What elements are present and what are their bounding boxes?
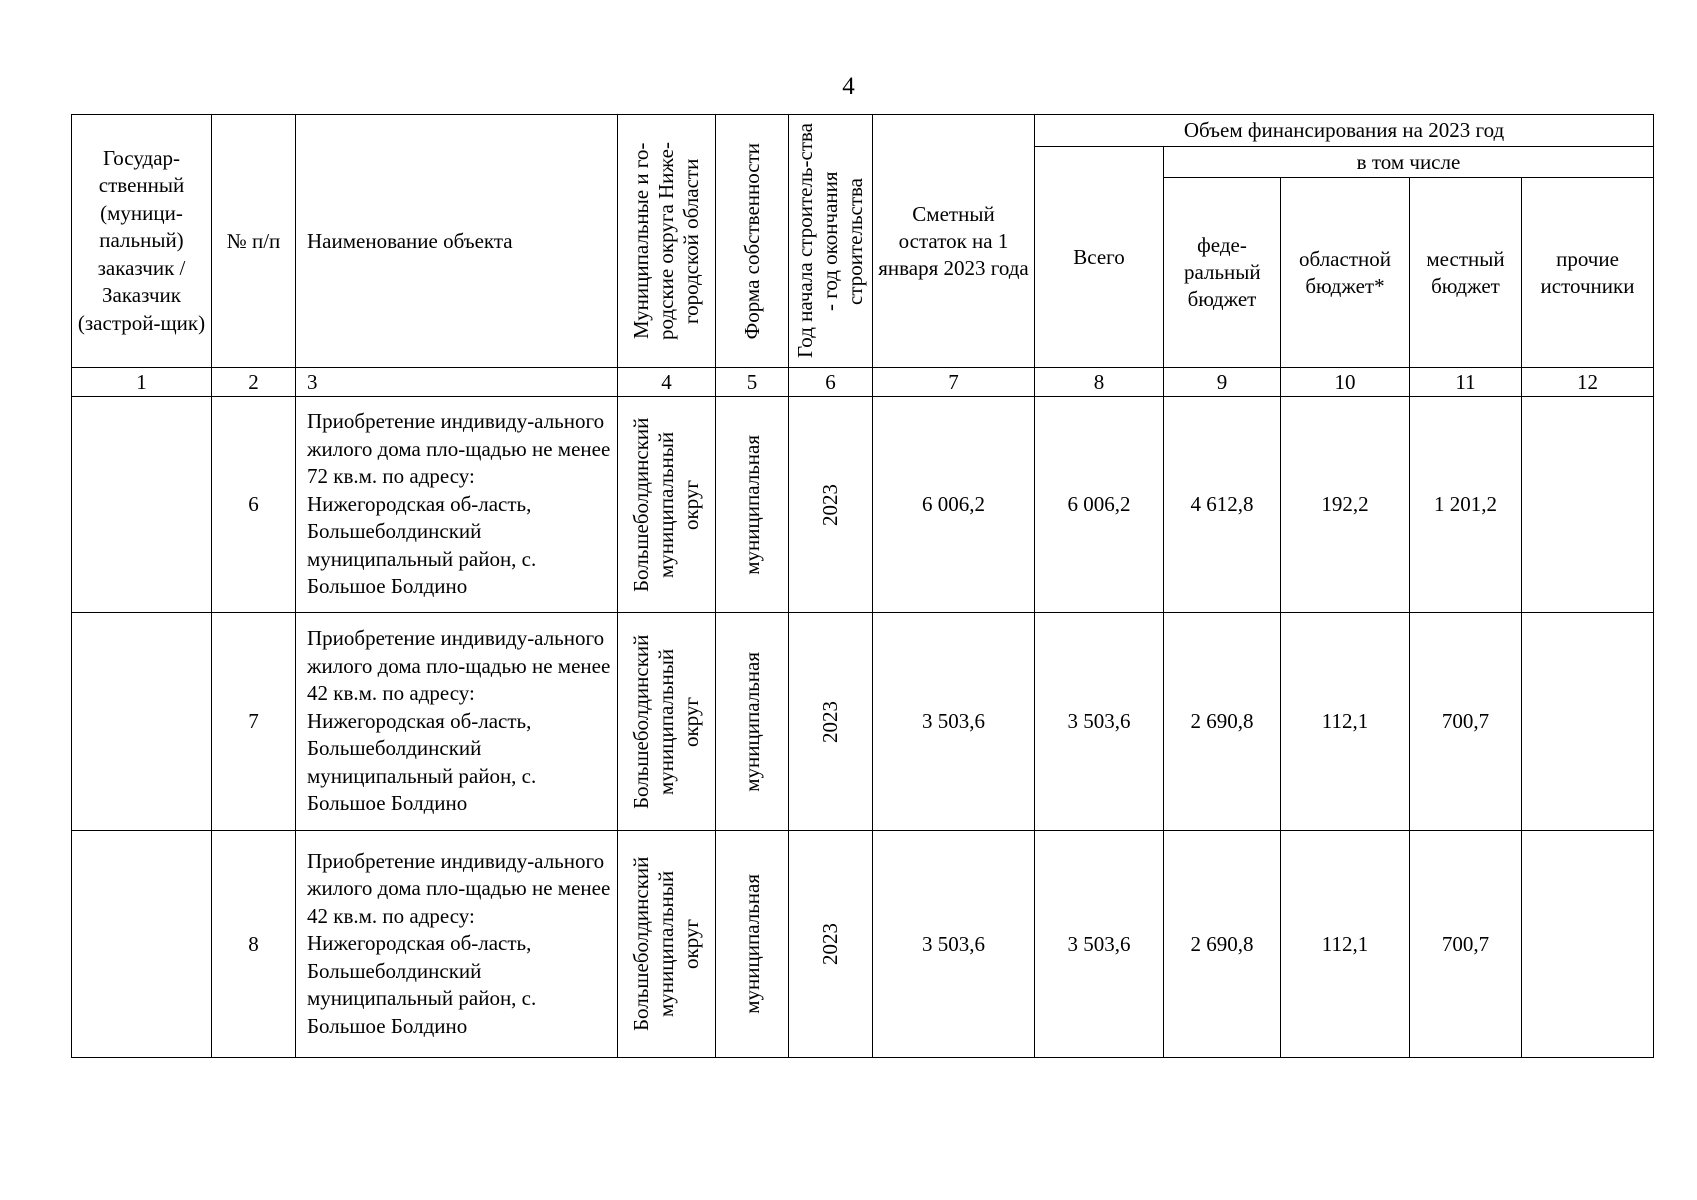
row-object-name-text: Приобретение индивиду-ального жилого дома пло-щадью не менее 42 кв.м. по адресу: Нижегородская об-ласть, Большеболдинский муниципальный район, с. Большое Болдино [307, 848, 611, 1038]
row-num: 6 [212, 397, 296, 613]
row-district [618, 613, 716, 831]
header-customer-text: Государ-ственный (муници-пальный) заказчик / Заказчик (застрой-щик) [77, 145, 206, 335]
header-financing [1035, 115, 1654, 147]
header-district [618, 115, 716, 368]
row-ownership-text: муниципальная [739, 874, 764, 1014]
column-number: 9 [1164, 368, 1281, 397]
header-regional-text: областной бюджет* [1299, 246, 1391, 298]
row-customer [72, 613, 212, 831]
row-years-text: 2023 [818, 483, 842, 526]
row-federal: 4 612,8 [1164, 397, 1281, 613]
column-number: 7 [873, 368, 1035, 397]
column-number: 10 [1281, 368, 1410, 397]
row-regional: 192,2 [1281, 397, 1410, 613]
header-local-text: местный бюджет [1426, 246, 1505, 298]
header-including-text: в том числе [1356, 149, 1461, 174]
row-district [618, 831, 716, 1058]
header-federal [1164, 178, 1281, 368]
row-federal: 2 690,8 [1164, 831, 1281, 1058]
row-customer [72, 831, 212, 1058]
row-ownership [716, 831, 789, 1058]
header-num-text: № п/п [226, 228, 281, 253]
header-ownership-text: Форма собственности [739, 142, 764, 340]
row-ownership-text: муниципальная [739, 434, 764, 575]
row-ownership [716, 397, 789, 613]
row-local: 700,7 [1410, 831, 1522, 1058]
header-object-name-text: Наименование объекта [307, 228, 513, 253]
row-other [1522, 397, 1654, 613]
header-other-text: прочие источники [1540, 246, 1635, 298]
column-number: 12 [1522, 368, 1654, 397]
row-object-name [296, 613, 618, 831]
row-years [789, 613, 873, 831]
row-object-name [296, 831, 618, 1058]
row-years [789, 397, 873, 613]
row-ownership-text: муниципальная [739, 651, 764, 792]
row-total: 3 503,6 [1035, 613, 1164, 831]
row-ownership [716, 613, 789, 831]
column-numbers-row [72, 368, 1654, 397]
row-customer [72, 397, 212, 613]
row-years-text: 2023 [818, 923, 842, 965]
header-years-text: Год начала строитель-ства - год окончания строительства [793, 123, 867, 359]
row-local: 1 201,2 [1410, 397, 1522, 613]
row-num: 8 [212, 831, 296, 1058]
row-total: 3 503,6 [1035, 831, 1164, 1058]
header-other [1522, 178, 1654, 368]
page-number: 4 [842, 73, 855, 100]
row-federal: 2 690,8 [1164, 613, 1281, 831]
row-remainder: 3 503,6 [873, 831, 1035, 1058]
column-number: 5 [716, 368, 789, 397]
row-district-text: Большеболдинский муниципальный округ [629, 634, 703, 809]
column-number: 4 [618, 368, 716, 397]
header-row-1 [72, 115, 1654, 147]
row-other [1522, 613, 1654, 831]
header-district-text: Муниципальные и го-родские округа Ниже-городской области [629, 142, 703, 340]
row-num: 7 [212, 613, 296, 831]
row-other [1522, 831, 1654, 1058]
row-remainder: 6 006,2 [873, 397, 1035, 613]
header-ownership [716, 115, 789, 368]
header-years [789, 115, 873, 368]
table-row [72, 831, 1654, 1058]
row-district-text: Большеболдинский муниципальный округ [629, 417, 703, 592]
row-district [618, 397, 716, 613]
row-district-text: Большеболдинский муниципальный округ [629, 856, 703, 1032]
row-object-name [296, 397, 618, 613]
column-number: 3 [296, 368, 618, 397]
row-local: 700,7 [1410, 613, 1522, 831]
header-financing-text: Объем финансирования на 2023 год [1183, 118, 1505, 142]
row-remainder: 3 503,6 [873, 613, 1035, 831]
column-number: 8 [1035, 368, 1164, 397]
header-federal-text: феде-ральный бюджет [1184, 233, 1261, 311]
table-row [72, 613, 1654, 831]
header-object-name [296, 115, 618, 368]
row-regional: 112,1 [1281, 831, 1410, 1058]
header-remainder-text: Сметный остаток на 1 января 2023 года [878, 201, 1029, 280]
row-object-name-text: Приобретение индивиду-ального жилого дома пло-щадью не менее 42 кв.м. по адресу: Нижегородская об-ласть, Большеболдинский муниципальный район, с. Большое Болдино [307, 626, 611, 816]
column-number: 1 [72, 368, 212, 397]
financing-table [71, 114, 1654, 1058]
header-total-text: Всего [1073, 244, 1125, 269]
column-number: 6 [789, 368, 873, 397]
row-regional: 112,1 [1281, 613, 1410, 831]
row-object-name-text: Приобретение индивиду-ального жилого дома пло-щадью не менее 72 кв.м. по адресу: Нижегородская об-ласть, Большеболдинский муниципальный район, с. Большое Болдино [307, 409, 611, 599]
column-number: 2 [212, 368, 296, 397]
header-remainder [873, 115, 1035, 368]
row-years-text: 2023 [818, 700, 842, 743]
row-years [789, 831, 873, 1058]
header-num [212, 115, 296, 368]
header-local [1410, 178, 1522, 368]
header-total [1035, 147, 1164, 368]
row-total: 6 006,2 [1035, 397, 1164, 613]
header-customer [72, 115, 212, 368]
header-including [1164, 147, 1654, 178]
table-row [72, 397, 1654, 613]
header-regional [1281, 178, 1410, 368]
column-number: 11 [1410, 368, 1522, 397]
